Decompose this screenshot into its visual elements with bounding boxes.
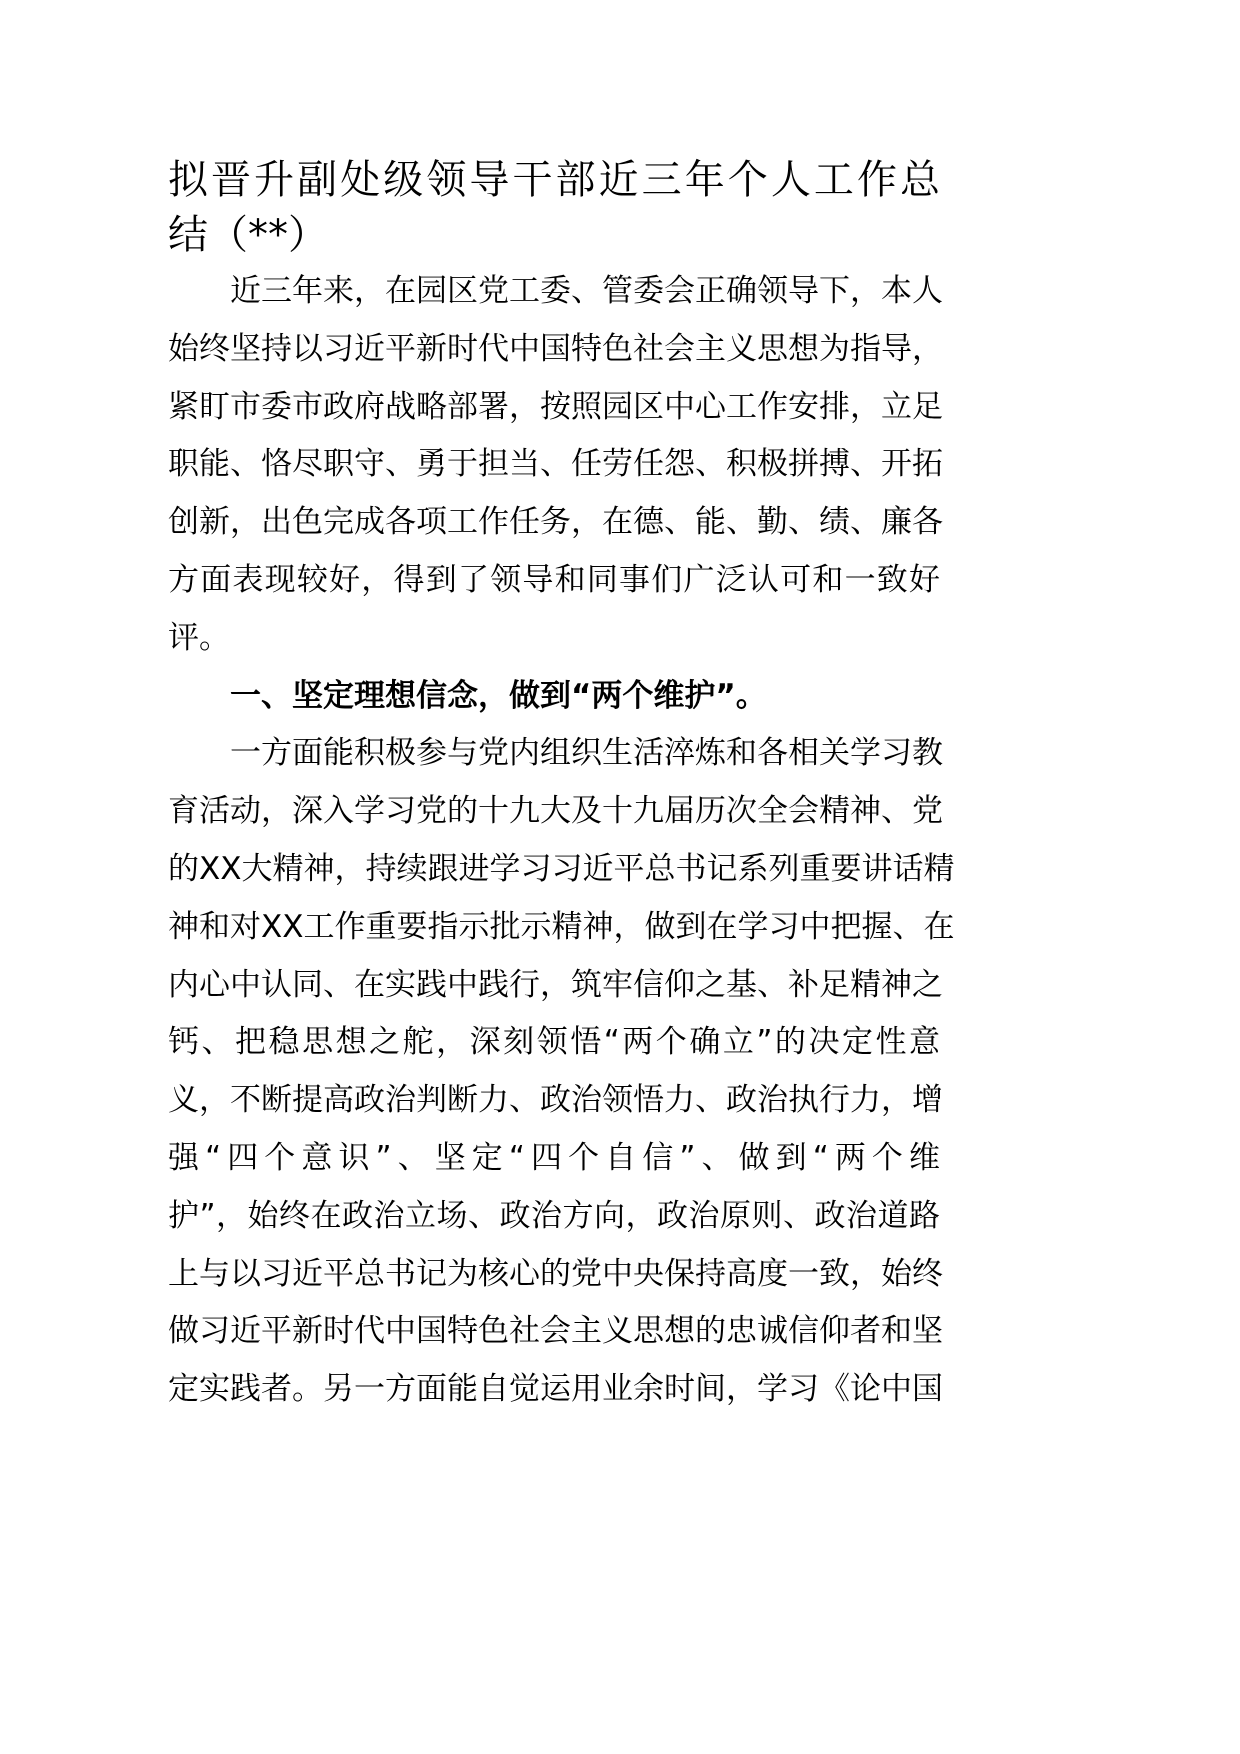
text-line: 职能、恪尽职守、勇于担当、任劳任怨、积极拼搏、开拓 (168, 446, 943, 483)
text-line: 做习近平新时代中国特色社会主义思想的忠诚信仰者和坚 (168, 1313, 943, 1350)
text-line: 方面表现较好，得到了领导和同事们广泛认可和一致好 (168, 561, 940, 598)
document-body (168, 263, 955, 1419)
text-line: 一方面能积极参与党内组织生活淬炼和各相关学习教 (230, 735, 943, 772)
document-title (168, 153, 940, 263)
text-line: 强“四个意识”、坚定“四个自信”、做到“两个维 (168, 1139, 940, 1176)
text-line: 评。 (168, 619, 230, 656)
text-line: 义，不断提高政治判断力、政治领悟力、政治执行力，增 (168, 1082, 943, 1119)
text-line: 近三年来，在园区党工委、管委会正确领导下，本人 (230, 273, 943, 309)
text-line: 紧盯市委市政府战略部署，按照园区中心工作安排，立足 (168, 388, 943, 425)
section-heading: 一、坚定理想信念，做到“两个维护”。 (230, 677, 767, 714)
paragraph-intro (168, 263, 943, 668)
text-line: 内心中认同、在实践中践行，筑牢信仰之基、补足精神之 (168, 966, 943, 1003)
text-line: 上与以习近平总书记为核心的党中央保持高度一致，始终 (168, 1255, 943, 1292)
text-line: 钙、把稳思想之舵，深刻领悟“两个确立”的决定性意 (168, 1024, 940, 1061)
document-page (168, 153, 955, 1419)
text-line: 神和对XX工作重要指示批示精神，做到在学习中把握、在 (168, 908, 955, 945)
text-line: 创新，出色完成各项工作任务，在德、能、勤、绩、廉各 (168, 504, 943, 541)
text-line: 育活动，深入学习党的十九大及十九届历次全会精神、党 (168, 793, 943, 830)
text-line: 的XX大精神，持续跟进学习习近平总书记系列重要讲话精 (168, 850, 955, 887)
paragraph-1 (168, 725, 955, 1419)
text-line: 定实践者。另一方面能自觉运用业余时间，学习《论中国 (168, 1371, 943, 1408)
text-line: 始终坚持以习近平新时代中国特色社会主义思想为指导， (168, 330, 943, 367)
text-line: 护”，始终在政治立场、政治方向，政治原则、政治道路 (168, 1197, 940, 1234)
title-line: 拟晋升副处级领导干部近三年个人工作总 (168, 157, 940, 203)
title-line: 结（**） (168, 212, 328, 258)
